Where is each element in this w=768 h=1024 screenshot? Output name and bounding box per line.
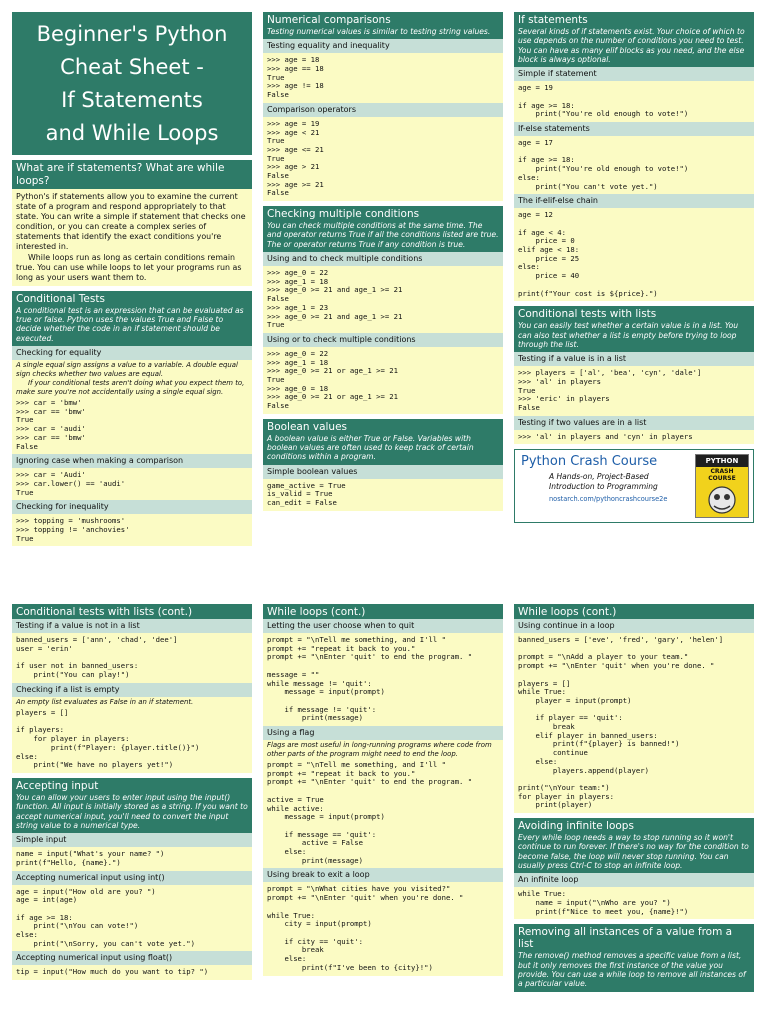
subheading: Accepting numerical input using float() (12, 951, 252, 965)
section-removing-instances (514, 924, 754, 991)
subheading: Using and to check multiple conditions (263, 252, 503, 266)
section-heading: Numerical comparisons (263, 12, 503, 27)
subheading: Testing if a value is in a list (514, 352, 754, 366)
title-line: Beginner's Python (36, 22, 228, 46)
section-body (12, 189, 252, 286)
code-example: while True: name = input("\nWho are you? ") print(f"Nice to meet you, {name}!") (514, 887, 754, 919)
section-description: Several kinds of if statements exist. Your choice of which to use depends on the number of conditions you need to test. You can have as many elif blocks as you need, and the else block is always optional. (514, 27, 754, 67)
column-6 (514, 604, 754, 997)
column-5 (263, 604, 503, 981)
code-example: >>> age_0 = 22 >>> age_1 = 18 >>> age_0 >= 21 or age_1 >= 21 True >>> age_0 = 18 >>> age_0 >= 21 or age_1 >= 21 False (263, 347, 503, 414)
section-description: The remove() method removes a specific value from a list, but it only removes the first instance of the value you provide. You can use a while loop to remove all instances of a particular value. (514, 951, 754, 991)
code-example: age = input("How old are you? ") age = int(age) if age >= 18: print("\nYou can vote!") else: print("\nSorry, you can't vote yet.") (12, 885, 252, 952)
section-conditional-tests-lists-cont (12, 604, 252, 773)
code-example: >>> topping = 'mushrooms' >>> topping != 'anchovies' True (12, 514, 252, 546)
column-4 (12, 604, 252, 985)
section-description: A boolean value is either True or False. Variables with boolean values are often used to keep track of certain conditions within a program. (263, 434, 503, 465)
subheading: Checking for inequality (12, 500, 252, 514)
cover-subtitle: CRASH COURSE (708, 468, 736, 483)
section-heading: While loops (cont.) (263, 604, 503, 619)
subheading: Testing equality and inequality (263, 39, 503, 53)
section-description: Testing numerical values is similar to testing string values. (263, 27, 503, 39)
code-example: >>> players = ['al', 'bea', 'cyn', 'dale'] >>> 'al' in players True >>> 'eric' in players False (514, 366, 754, 416)
subheading: Checking for equality (12, 346, 252, 360)
subheading: An infinite loop (514, 873, 754, 887)
snake-robot-icon (702, 483, 742, 517)
code-example: banned_users = ['eve', 'fred', 'gary', 'helen'] prompt = "\nAdd a player to your team." prompt += "\nEnter 'quit' when you're done. " players = [] while True: player = input(prompt) if player == 'quit': break elif player in banned_users: print(f"{player} is banned!") continue else: players.append(player) print("\nYour team:") for player in players: print(player) (514, 633, 754, 813)
code-example: age = 12 if age < 4: price = 0 elif age < 18: price = 25 else: price = 40 print(f"Your cost is ${price}.") (514, 208, 754, 301)
section-heading: If statements (514, 12, 754, 27)
subheading: Using or to check multiple conditions (263, 333, 503, 347)
subheading: The if-elif-else chain (514, 194, 754, 208)
subheading: Comparison operators (263, 103, 503, 117)
ad-subtitle-line: A Hands-on, Project-Based (549, 472, 649, 482)
section-description: Every while loop needs a way to stop running so it won't continue to run forever. If there's no way for the condition to become false, the loop will never stop running. You can usually press Ctrl-C to stop an infinite loop. (514, 833, 754, 873)
section-boolean-values (263, 419, 503, 511)
section-heading: Checking multiple conditions (263, 206, 503, 221)
code-example: >>> age = 18 >>> age == 18 True >>> age != 18 False (263, 53, 503, 103)
section-heading: Conditional tests with lists (cont.) (12, 604, 252, 619)
code-example: age = 19 if age >= 18: print("You're old enough to vote!") (514, 81, 754, 122)
note: An empty list evaluates as False in an if statement. (12, 697, 252, 707)
subheading: Using a flag (263, 726, 503, 740)
title-line: Cheat Sheet - (60, 55, 204, 79)
code-example: >>> age = 19 >>> age < 21 True >>> age <= 21 True >>> age > 21 False >>> age >= 21 False (263, 117, 503, 201)
code-example: tip = input("How much do you want to tip? ") (12, 965, 252, 980)
section-heading: Avoiding infinite loops (514, 818, 754, 833)
note: A single equal sign assigns a value to a variable. A double equal sign checks whether two values are equal. (12, 360, 252, 378)
section-while-loops-cont (263, 604, 503, 976)
code-example: >>> 'al' in players and 'cyn' in players (514, 430, 754, 445)
code-example: >>> car = 'bmw' >>> car == 'bmw' True >>> car = 'audi' >>> car == 'bmw' False (12, 396, 252, 454)
code-example: game_active = True is_valid = True can_edit = False (263, 479, 503, 511)
section-accepting-input (12, 778, 252, 980)
section-heading: What are if statements? What are while loops? (12, 160, 252, 189)
subheading: Simple if statement (514, 67, 754, 81)
subheading: Using break to exit a loop (263, 868, 503, 882)
code-example: age = 17 if age >= 18: print("You're old enough to vote!") else: print("You can't vote yet.") (514, 136, 754, 194)
note: If your conditional tests aren't doing what you expect them to, make sure you're not accidentally using a single equal sign. (12, 378, 252, 396)
ad-title: Python Crash Course (521, 454, 658, 470)
section-description: You can check multiple conditions at the same time. The and operator returns True if all the conditions listed are true. The or operator returns True if any condition is true. (263, 221, 503, 252)
section-heading: Removing all instances of a value from a list (514, 924, 754, 951)
section-description: You can easily test whether a certain value is in a list. You can also test whether a list is empty before trying to loop through the list. (514, 321, 754, 352)
section-heading: Conditional tests with lists (514, 306, 754, 321)
code-example: name = input("What's your name? ") print(f"Hello, {name}.") (12, 847, 252, 870)
code-example: prompt = "\nTell me something, and I'll " prompt += "repeat it back to you." prompt += "\nEnter 'quit' to end the program. " active = True while active: message = input(prompt) if message == 'quit': active = False else: print(message) (263, 758, 503, 868)
section-multiple-conditions (263, 206, 503, 414)
section-heading: While loops (cont.) (514, 604, 754, 619)
ad-link[interactable]: nostarch.com/pythoncrashcourse2e (549, 495, 668, 504)
note: Flags are most useful in long-running programs where code from other parts of the program might need to end the loop. (263, 740, 503, 758)
section-heading: Conditional Tests (12, 291, 252, 306)
code-example: prompt = "\nTell me something, and I'll " prompt += "repeat it back to you." prompt += "\nEnter 'quit' to end the program. " message = "" while message != 'quit': message = input(prompt) if message != 'quit': print(message) (263, 633, 503, 726)
subheading: Letting the user choose when to quit (263, 619, 503, 633)
code-example: >>> car = 'Audi' >>> car.lower() == 'audi' True (12, 468, 252, 500)
section-infinite-loops (514, 818, 754, 919)
ad-subtitle-line: Introduction to Programming (549, 482, 658, 492)
paragraph: Python's if statements allow you to examine the current state of a program and respond appropriately to that state. You can write a simple if statement that checks one condition, or you can create a complex series of statements that identify the exact conditions you're interested in. (16, 192, 246, 252)
section-description: A conditional test is an expression that can be evaluated as true or false. Python uses the values True and False to decide whether the code in an if statement should be executed. (12, 306, 252, 346)
subheading: Checking if a list is empty (12, 683, 252, 697)
title-line: If Statements (61, 88, 203, 112)
section-what-are-if-statements (12, 160, 252, 286)
cheat-sheet-title (12, 12, 252, 155)
column-2 (263, 12, 503, 516)
subheading: Accepting numerical input using int() (12, 871, 252, 885)
section-conditional-tests-lists (514, 306, 754, 444)
subheading: Ignoring case when making a comparison (12, 454, 252, 468)
column-1 (12, 12, 252, 551)
subheading: If-else statements (514, 122, 754, 136)
code-example: prompt = "\nWhat cities have you visited?" prompt += "\nEnter 'quit' when you're done. " while True: city = input(prompt) if city == 'quit': break else: print(f"I've been to {city}!") (263, 882, 503, 975)
code-example: >>> age_0 = 22 >>> age_1 = 18 >>> age_0 >= 21 and age_1 >= 21 False >>> age_1 = 23 >>> age_0 >= 21 and age_1 >= 21 True (263, 266, 503, 333)
section-heading: Accepting input (12, 778, 252, 793)
section-heading: Boolean values (263, 419, 503, 434)
title-line: and While Loops (45, 121, 219, 145)
section-if-statements (514, 12, 754, 301)
column-3 (514, 12, 754, 523)
subheading: Testing if a value is not in a list (12, 619, 252, 633)
python-crash-course-ad (514, 449, 754, 523)
section-conditional-tests (12, 291, 252, 547)
section-while-loops-continue (514, 604, 754, 813)
section-description: You can allow your users to enter input using the input() function. All input is initially stored as a string. If you want to accept numerical input, you'll need to convert the input string value to a numerical type. (12, 793, 252, 833)
subheading: Simple input (12, 833, 252, 847)
subheading: Testing if two values are in a list (514, 416, 754, 430)
paragraph: While loops run as long as certain conditions remain true. You can use while loops to let your programs run as long as your users want them to. (16, 252, 242, 282)
code-example: players = [] if players: for player in players: print(f"Player: {player.title()}") else: print("We have no players yet!") (12, 706, 252, 773)
cover-title: PYTHON (696, 455, 748, 467)
book-cover-icon (695, 454, 749, 518)
code-example: banned_users = ['ann', 'chad', 'dee'] user = 'erin' if user not in banned_users: print("You can play!") (12, 633, 252, 683)
section-numerical-comparisons (263, 12, 503, 201)
subheading: Using continue in a loop (514, 619, 754, 633)
subheading: Simple boolean values (263, 465, 503, 479)
